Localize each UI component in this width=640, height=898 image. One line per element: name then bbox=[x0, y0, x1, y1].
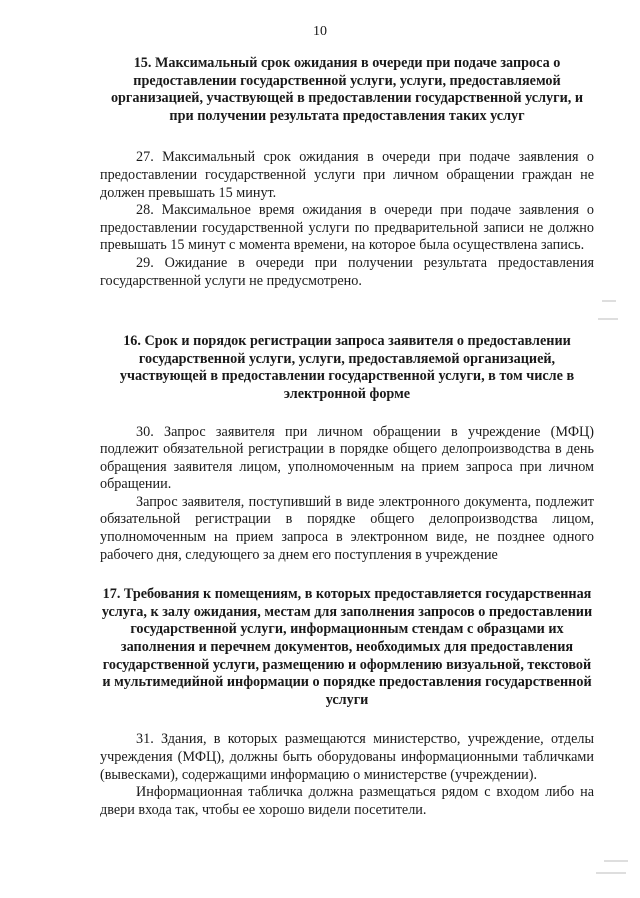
section-heading: 16. Срок и порядок регистрации запроса заявителя о предоставлении государственной услуги, услуги, предоставляемой организацией, участвующей в предоставлении государственной услуги, в том числе в электронной форме bbox=[119, 333, 575, 402]
paragraph: Информационная табличка должна размещаться рядом с входом либо на двери входа так, чтобы ее хорошо видели посетители. bbox=[100, 784, 594, 818]
page-number: 10 bbox=[313, 24, 327, 39]
paragraph: 28. Максимальное время ожидания в очереди при подаче заявления о предоставлении государственной услуги по предварительной записи не должно превышать 15 минут с момента времени, на которое была осуществлена запись. bbox=[100, 202, 594, 254]
section-heading: 17. Требования к помещениям, в которых предоставляется государственная услуга, к залу ожидания, местам для заполнения запросов о предоставлении государственной услуги, информационным стендам с образцами их заполнения и перечнем документов, необходимых для предоставления государственной услуги, размещению и оформлению визуальной, текстовой и мультимедийной информации о порядке предоставления государственной услуги bbox=[101, 586, 593, 708]
paragraph: 27. Максимальный срок ожидания в очереди при подаче заявления о предоставлении государственной услуги при личном обращении граждан не должен превышать 15 минут. bbox=[100, 149, 594, 201]
section-15 bbox=[100, 55, 594, 290]
paragraph: 29. Ожидание в очереди при получении результата предоставления государственной услуги не предусмотрено. bbox=[100, 254, 594, 289]
paragraph: Запрос заявителя, поступивший в виде электронного документа, подлежит обязательной регистрации в порядке общего делопроизводства лицом, уполномоченным на прием запроса в электронном виде, не позднее одного рабочего дня, следующего за днем его поступления в учреждение bbox=[100, 493, 594, 563]
paragraph: 31. Здания, в которых размещаются министерство, учреждение, отделы учреждения (МФЦ), должны быть оборудованы информационными табличками (вывесками), содержащими информацию о министерстве (учреждении). bbox=[100, 731, 594, 783]
section-16 bbox=[100, 333, 594, 564]
scan-artifact bbox=[602, 300, 616, 302]
section-heading: 15. Максимальный срок ожидания в очереди при подаче запроса о предоставлении государственной услуги, услуги, предоставляемой организацией, участвующей в предоставлении государственной услуги, и при получении результата предоставления таких услуг bbox=[110, 55, 584, 124]
paragraph: 30. Запрос заявителя при личном обращении в учреждение (МФЦ) подлежит обязательной регистрации в порядке общего делопроизводства в день обращения заявителя лицом, уполномоченным на прием запроса при личном обращении. bbox=[100, 423, 594, 493]
scan-artifact bbox=[596, 872, 626, 874]
document-body bbox=[100, 55, 594, 819]
section-17 bbox=[100, 586, 594, 819]
scan-artifact bbox=[598, 318, 618, 320]
scan-artifact bbox=[604, 860, 628, 862]
